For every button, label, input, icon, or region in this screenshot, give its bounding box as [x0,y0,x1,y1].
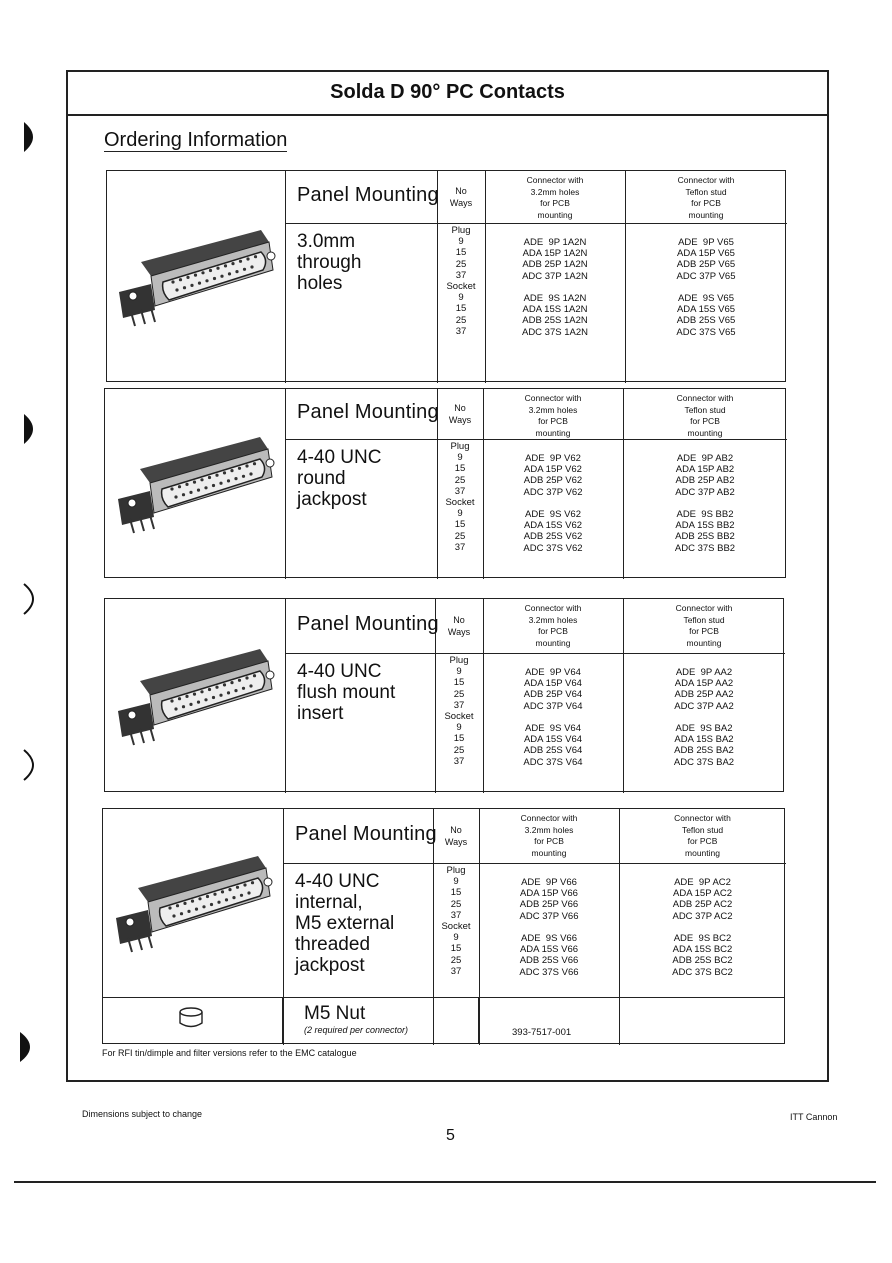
teflon-column-header: Connector with Teflon stud for PCB mounting [674,813,731,858]
mounting-description: 4-40 UNC round jackpost [297,447,382,510]
ways-list: Plug 9 15 25 37 Socket 9 15 25 37 [446,225,476,337]
holes-part-numbers: ADE 9P V62 ADA 15P V62 ADB 25P V62 ADC 37P V62 ADE 9S V62 ADA 15S V62 ADB 25S V62 ADC 37S V62 [523,453,583,554]
mounting-type: Panel Mounting [297,184,439,206]
holes-part-numbers: ADE 9P 1A2N ADA 15P 1A2N ADB 25P 1A2N ADC 37P 1A2N ADE 9S 1A2N ADA 15S 1A2N ADB 25S 1A2N ADC 37S 1A2N [521,237,588,338]
teflon-column-header: Connector with Teflon stud for PCB mounting [676,393,734,438]
holes-part-numbers: ADE 9P V66 ADA 15P V66 ADB 25P V66 ADC 37P V66 ADE 9S V66 ADA 15S V66 ADB 25S V66 ADC 37S V66 [519,877,579,978]
bottom-rule [14,1181,876,1183]
connector-image-cell [107,171,285,383]
mounting-type: Panel Mounting [295,823,437,845]
ways-list: Plug 9 15 25 37 Socket 9 15 25 37 [445,441,475,553]
footnote: For RFI tin/dimple and filter versions refer to the EMC catalogue [102,1048,357,1058]
nut-name: M5 Nut [304,1003,366,1024]
mounting-description: 4-40 UNC flush mount insert [297,661,396,724]
section-heading: Ordering Information [104,129,288,151]
table-block [104,598,784,792]
header-divider [285,439,787,440]
mounting-description: 4-40 UNC internal, M5 external threaded jackpost [295,871,395,976]
d-sub-connector-image [108,848,278,958]
ways-header: No Ways [447,615,471,637]
table-block [104,388,786,578]
nut-row [102,997,785,1043]
column-divider [285,171,286,383]
ways-list: Plug 9 15 25 37 Socket 9 15 25 37 [444,655,474,767]
page-title: Solda D 90° PC Contacts [66,70,829,116]
ways-header: No Ways [444,825,468,847]
nut-part-number: 393-7517-001 [512,1027,572,1038]
binder-mark [18,1030,40,1064]
binder-mark [22,412,44,446]
d-sub-connector-image [111,222,281,332]
holes-column-header: Connector with 3.2mm holes for PCB mounting [524,393,582,438]
nut-icon [176,1005,206,1031]
binder-mark [22,582,44,616]
binder-mark [22,748,44,782]
holes-part-numbers: ADE 9P V64 ADA 15P V64 ADB 25P V64 ADC 37P V64 ADE 9S V64 ADA 15S V64 ADB 25S V64 ADC 37S V64 [523,667,583,768]
mounting-type: Panel Mounting [297,613,439,635]
nut-note: (2 required per connector) [304,1025,409,1035]
mounting-description: 3.0mm through holes [297,231,362,294]
header-divider [283,863,786,864]
ways-list: Plug 9 15 25 37 Socket 9 15 25 37 [441,865,471,977]
binder-mark [22,120,44,154]
connector-image-cell [105,389,285,579]
brand-name: ITT Cannon [790,1112,838,1122]
teflon-part-numbers: ADE 9P AB2 ADA 15P AB2 ADB 25P AB2 ADC 37P AB2 ADE 9S BB2 ADA 15S BB2 ADB 25S BB2 ADC 37S BB2 [674,453,736,554]
connector-image-cell [103,809,283,997]
d-sub-connector-image [110,429,280,539]
page-number: 5 [446,1127,455,1144]
teflon-column-header: Connector with Teflon stud for PCB mounting [677,175,735,220]
header-divider [285,653,785,654]
teflon-part-numbers: ADE 9P V65 ADA 15P V65 ADB 25P V65 ADC 37P V65 ADE 9S V65 ADA 15S V65 ADB 25S V65 ADC 37S V65 [676,237,736,338]
holes-column-header: Connector with 3.2mm holes for PCB mounting [526,175,584,220]
teflon-part-numbers: ADE 9P AA2 ADA 15P AA2 ADB 25P AA2 ADC 37P AA2 ADE 9S BA2 ADA 15S BA2 ADB 25S BA2 ADC 37S BA2 [673,667,735,768]
ways-header: No Ways [448,403,472,425]
d-sub-connector-image [110,641,280,751]
teflon-column-header: Connector with Teflon stud for PCB mounting [675,603,733,648]
header-divider [285,223,787,224]
dimensions-note: Dimensions subject to change [82,1109,203,1119]
teflon-part-numbers: ADE 9P AC2 ADA 15P AC2 ADB 25P AC2 ADC 37P AC2 ADE 9S BC2 ADA 15S BC2 ADB 25S BC2 ADC 37S BC2 [672,877,733,978]
mounting-type: Panel Mounting [297,401,439,423]
column-divider [285,389,286,579]
holes-column-header: Connector with 3.2mm holes for PCB mounting [524,603,582,648]
table-block [106,170,786,382]
connector-image-cell [105,599,285,793]
ways-header: No Ways [449,186,473,208]
holes-column-header: Connector with 3.2mm holes for PCB mounting [520,813,578,858]
column-divider [285,599,286,793]
